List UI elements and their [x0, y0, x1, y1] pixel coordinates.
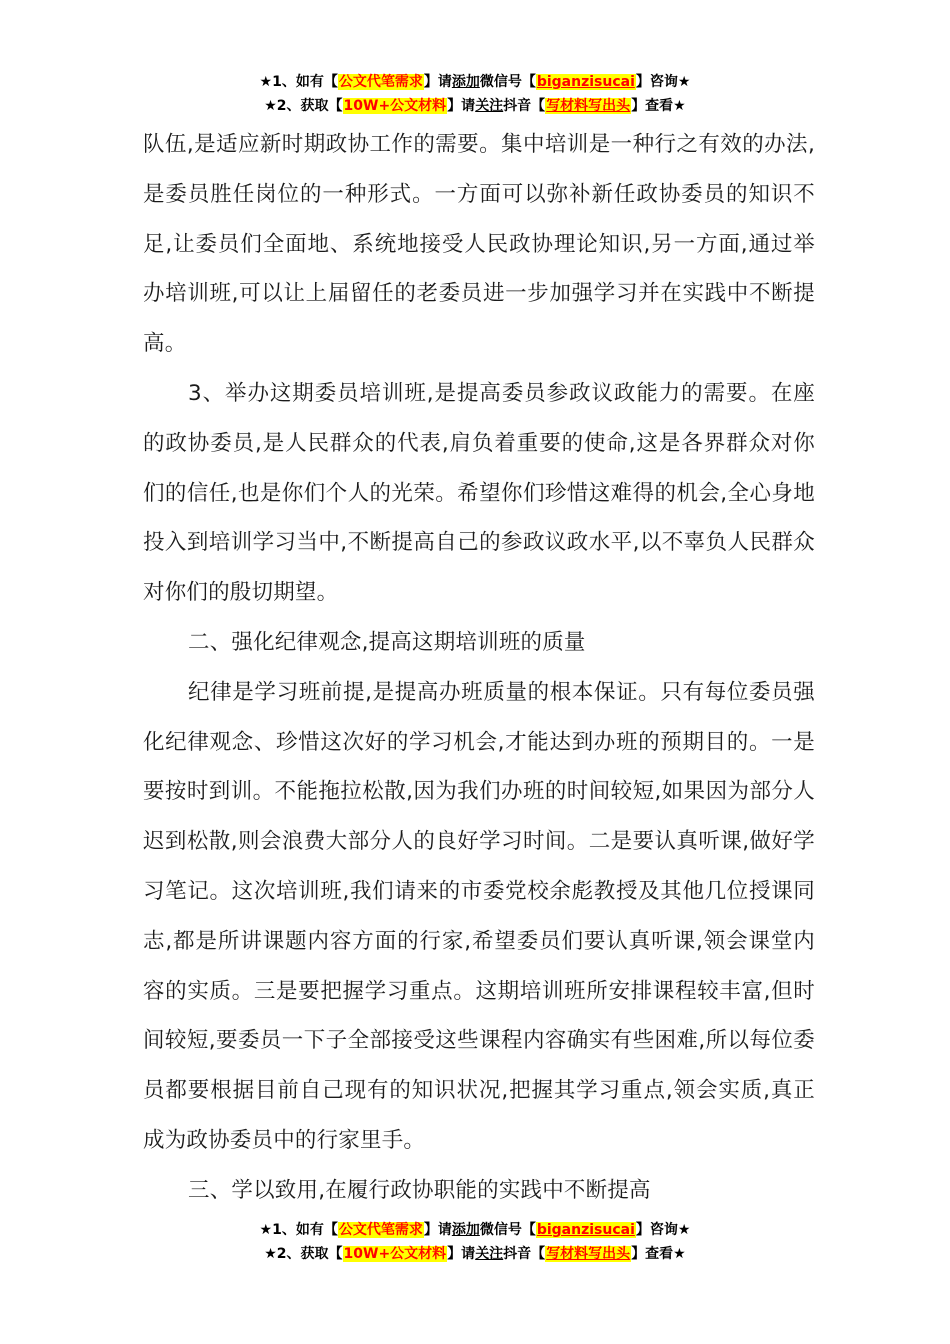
footer-promo-line-1-text-2: 微信号【 — [479, 1222, 536, 1238]
promo-line-2-suffix: 】查看★ — [631, 98, 686, 114]
paragraph-continuation: 队伍,是适应新时期政协工作的需要。集中培训是一种行之有效的办法,是委员胜任岗位的一种形式。一方面可以弥补新任政协委员的知识不足,让委员们全面地、系统地接受人民政协理论知识,另一方面,通过举办培训班,可以让上届留任的老委员进一步加强学习并在实践中不断提高。 — [143, 132, 815, 357]
promo-line-2-text-2: 抖音【 — [503, 98, 546, 114]
promo-line-2-underlined: 关注 — [475, 98, 504, 114]
promo-line-1-text: 】请 — [423, 74, 452, 90]
promo-line-2-account-name: 写材料写出头 — [546, 98, 631, 114]
footer-promo-line-1-text: 】请 — [423, 1222, 452, 1238]
paragraph-discipline: 纪律是学习班前提,是提高办班质量的根本保证。只有每位委员强化纪律观念、珍惜这次好的学习机会,才能达到办班的预期目的。一是要按时到训。不能拖拉松散,因为我们办班的时间较短,如果因为部分人迟到松散,则会浪费大部分人的良好学习时间。二是要认真听课,做好学习笔记。这次培训班,我们请来的市委党校余彪教授及其他几位授课同志,都是所讲课题内容方面的行家,希望委员们要认真听课,领会课堂内容的实质。三是要把握学习重点。这期培训班所安排课程较丰富,但时间较短,要委员一下子全部接受这些课程内容确实有些困难,所以每位委员都要根据目前自己现有的知识状况,把握其学习重点,领会实质,真正成为政协委员中的行家里手。 — [143, 679, 815, 1153]
footer-promo-line-1-underlined: 添加 — [451, 1222, 480, 1238]
section-heading-2: 二、强化纪律观念,提高这期培训班的质量 — [188, 629, 586, 655]
footer-promo-line-1-prefix: ★1、如有【 — [259, 1222, 338, 1238]
footer-promo-line-2-text-2: 抖音【 — [503, 1246, 546, 1262]
promo-line-1-prefix: ★1、如有【 — [259, 74, 338, 90]
footer-promo-banner — [0, 1218, 950, 1266]
footer-promo-line-2-prefix: ★2、获取【 — [264, 1246, 343, 1262]
header-promo-banner — [0, 70, 950, 118]
document-body — [143, 120, 815, 1216]
footer-promo-line-2-suffix: 】查看★ — [631, 1246, 686, 1262]
section-heading-3: 三、学以致用,在履行政协职能的实践中不断提高 — [188, 1177, 651, 1203]
promo-line-1-highlight-service: 公文代笔需求 — [338, 74, 423, 90]
promo-line-2-highlight-materials: 10W+公文材料 — [343, 98, 447, 114]
promo-line-1-suffix: 】咨询★ — [635, 74, 691, 90]
promo-line-1-text-2: 微信号【 — [479, 74, 536, 90]
footer-promo-line-2-underlined: 关注 — [475, 1246, 504, 1262]
promo-line-1-underlined: 添加 — [451, 74, 480, 90]
footer-promo-line-1-highlight-service: 公文代笔需求 — [338, 1222, 423, 1238]
footer-promo-line-1-wechat-id: biganzisucai — [536, 1222, 635, 1238]
paragraph-item-3: 3、举办这期委员培训班,是提高委员参政议政能力的需要。在座的政协委员,是人民群众的代表,肩负着重要的使命,这是各界群众对你们的信任,也是你们个人的光荣。希望你们珍惜这难得的机会,全心身地投入到培训学习当中,不断提高自己的参政议政水平,以不辜负人民群众对你们的殷切期望。 — [143, 380, 815, 606]
footer-promo-line-2-highlight-materials: 10W+公文材料 — [343, 1246, 447, 1262]
promo-line-1 — [0, 70, 950, 94]
footer-promo-line-1 — [0, 1218, 950, 1242]
promo-line-2-prefix: ★2、获取【 — [264, 98, 343, 114]
footer-promo-line-2-text: 】请 — [447, 1246, 476, 1262]
footer-promo-line-1-suffix: 】咨询★ — [635, 1222, 691, 1238]
footer-promo-line-2-account-name: 写材料写出头 — [546, 1246, 631, 1262]
footer-promo-line-2 — [0, 1242, 950, 1266]
promo-line-1-wechat-id: biganzisucai — [536, 74, 635, 90]
promo-line-2-text: 】请 — [447, 98, 476, 114]
promo-line-2 — [0, 94, 950, 118]
